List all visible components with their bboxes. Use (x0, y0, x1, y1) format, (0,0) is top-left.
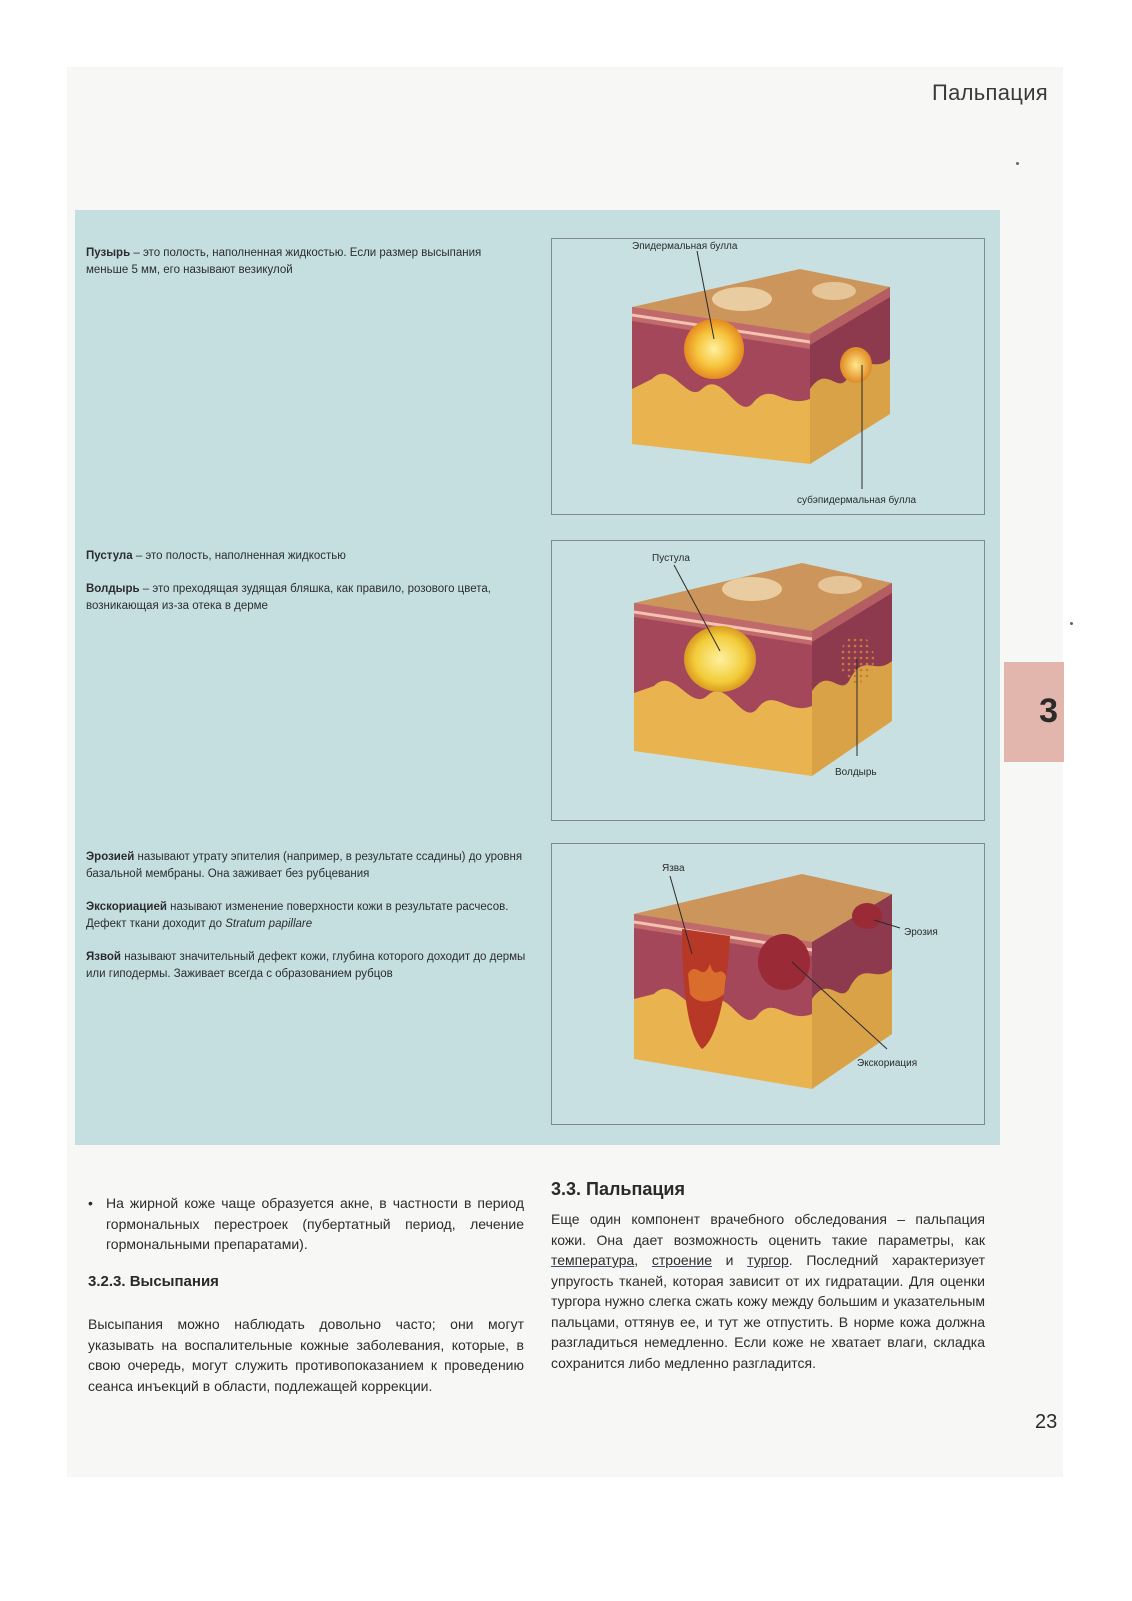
definition-bulla (86, 245, 526, 291)
pustule-highlight (722, 577, 782, 601)
term: Экскориацией (86, 901, 167, 913)
definition-text: называют значительный дефект кожи, глубина которого доходит до дермы или гиподермы. Заживает всегда с образованием рубцов (86, 951, 526, 980)
paragraph-intro: Еще один компонент врачебного обследования – пальпация кожи. Она дает возможность оценить такие параметры, как (551, 1211, 985, 1248)
speck (1016, 162, 1019, 165)
latin-term: Stratum papillare (225, 918, 313, 930)
figure-pustule (551, 540, 985, 821)
speck (1070, 622, 1073, 625)
pustule-illustration (552, 541, 986, 822)
term: Пузырь (86, 247, 131, 259)
label-epidermal-bulla: Эпидермальная булла (632, 241, 738, 252)
label-pustule: Пустула (652, 553, 690, 564)
ulcer-illustration (552, 844, 986, 1126)
section-heading-33: 3.3. Пальпация (551, 1179, 685, 1199)
chapter-number: 3 (1039, 692, 1058, 730)
pustule (684, 626, 756, 692)
label-excoriation: Экскориация (857, 1058, 918, 1069)
term: Эрозией (86, 851, 135, 863)
label-subepidermal-bulla: субэпидермальная булла (797, 495, 917, 506)
excoriation (758, 934, 810, 990)
figure-bulla (551, 238, 985, 515)
figure-ulcer (551, 843, 985, 1125)
term: Волдырь (86, 583, 140, 595)
blister-highlight (712, 287, 772, 311)
label-wheal: Волдырь (835, 767, 877, 778)
term-turgor: тургор (747, 1252, 789, 1268)
epidermal-bulla (684, 319, 744, 379)
definition-text: – это преходящая зудящая бляшка, как правило, розового цвета, возникающая из-за отека в дерме (86, 583, 491, 612)
running-title: Пальпация (932, 80, 1048, 105)
paragraph: Высыпания можно наблюдать довольно часто; они могут указывать на воспалительные кожные заболевания, которые, в свою очередь, могут служить противопоказанием к проведению сеанса инъекций в области, подлежащей коррекции. (88, 1316, 524, 1394)
separator: , (634, 1252, 652, 1268)
term: Пустула (86, 550, 133, 562)
label-ulcer: Язва (662, 863, 685, 874)
term-structure: строение (651, 1252, 712, 1268)
label-erosion: Эрозия (904, 927, 938, 938)
wheal-highlight (818, 576, 862, 594)
definition-pustule-wheal (86, 548, 526, 627)
section-heading-323: 3.2.3. Высыпания (88, 1273, 219, 1290)
bullet-text: На жирной коже чаще образуется акне, в частности в период гормональных перестроек (пубертатный период, лечение гормональными препаратами). (106, 1195, 524, 1252)
blister-highlight (812, 282, 856, 300)
bulla-illustration (552, 239, 986, 516)
chapter-tab (1004, 662, 1064, 762)
erosion (852, 903, 882, 929)
bullet-icon: • (88, 1195, 93, 1211)
section-33-body (551, 1209, 985, 1373)
paragraph (551, 1209, 985, 1373)
separator: и (711, 1252, 748, 1268)
paragraph-rest: . Последний характеризует упругость тканей, которая зависит от их гидратации. Для оценки тургора нужно слегка сжать кожу между большим и указательным пальцами, оттянув ее, и тут же отпустить. В норме кожа должна разгладиться немедленно. Если коже не хватает влаги, складка сохранится либо медленно разгладится. (551, 1252, 985, 1371)
bullet-item (88, 1193, 524, 1255)
definition-erosion-ulcer (86, 849, 526, 995)
page-number: 23 (1035, 1411, 1058, 1433)
subepidermal-bulla (840, 347, 872, 383)
term: Язвой (86, 951, 121, 963)
term-temperature: температура (551, 1252, 635, 1268)
definition-text: – это полость, наполненная жидкостью. Если размер высыпания меньше 5 мм, его называют везикулой (86, 247, 482, 276)
definition-text: называют изменение поверхности кожи в результате расчесов. Дефект ткани доходит до (86, 901, 509, 930)
definition-text: называют утрату эпителия (например, в результате ссадины) до уровня базальной мембраны. Она заживает без рубцевания (86, 851, 523, 880)
section-323-body (88, 1314, 524, 1396)
definition-text: – это полость, наполненная жидкостью (132, 550, 346, 562)
